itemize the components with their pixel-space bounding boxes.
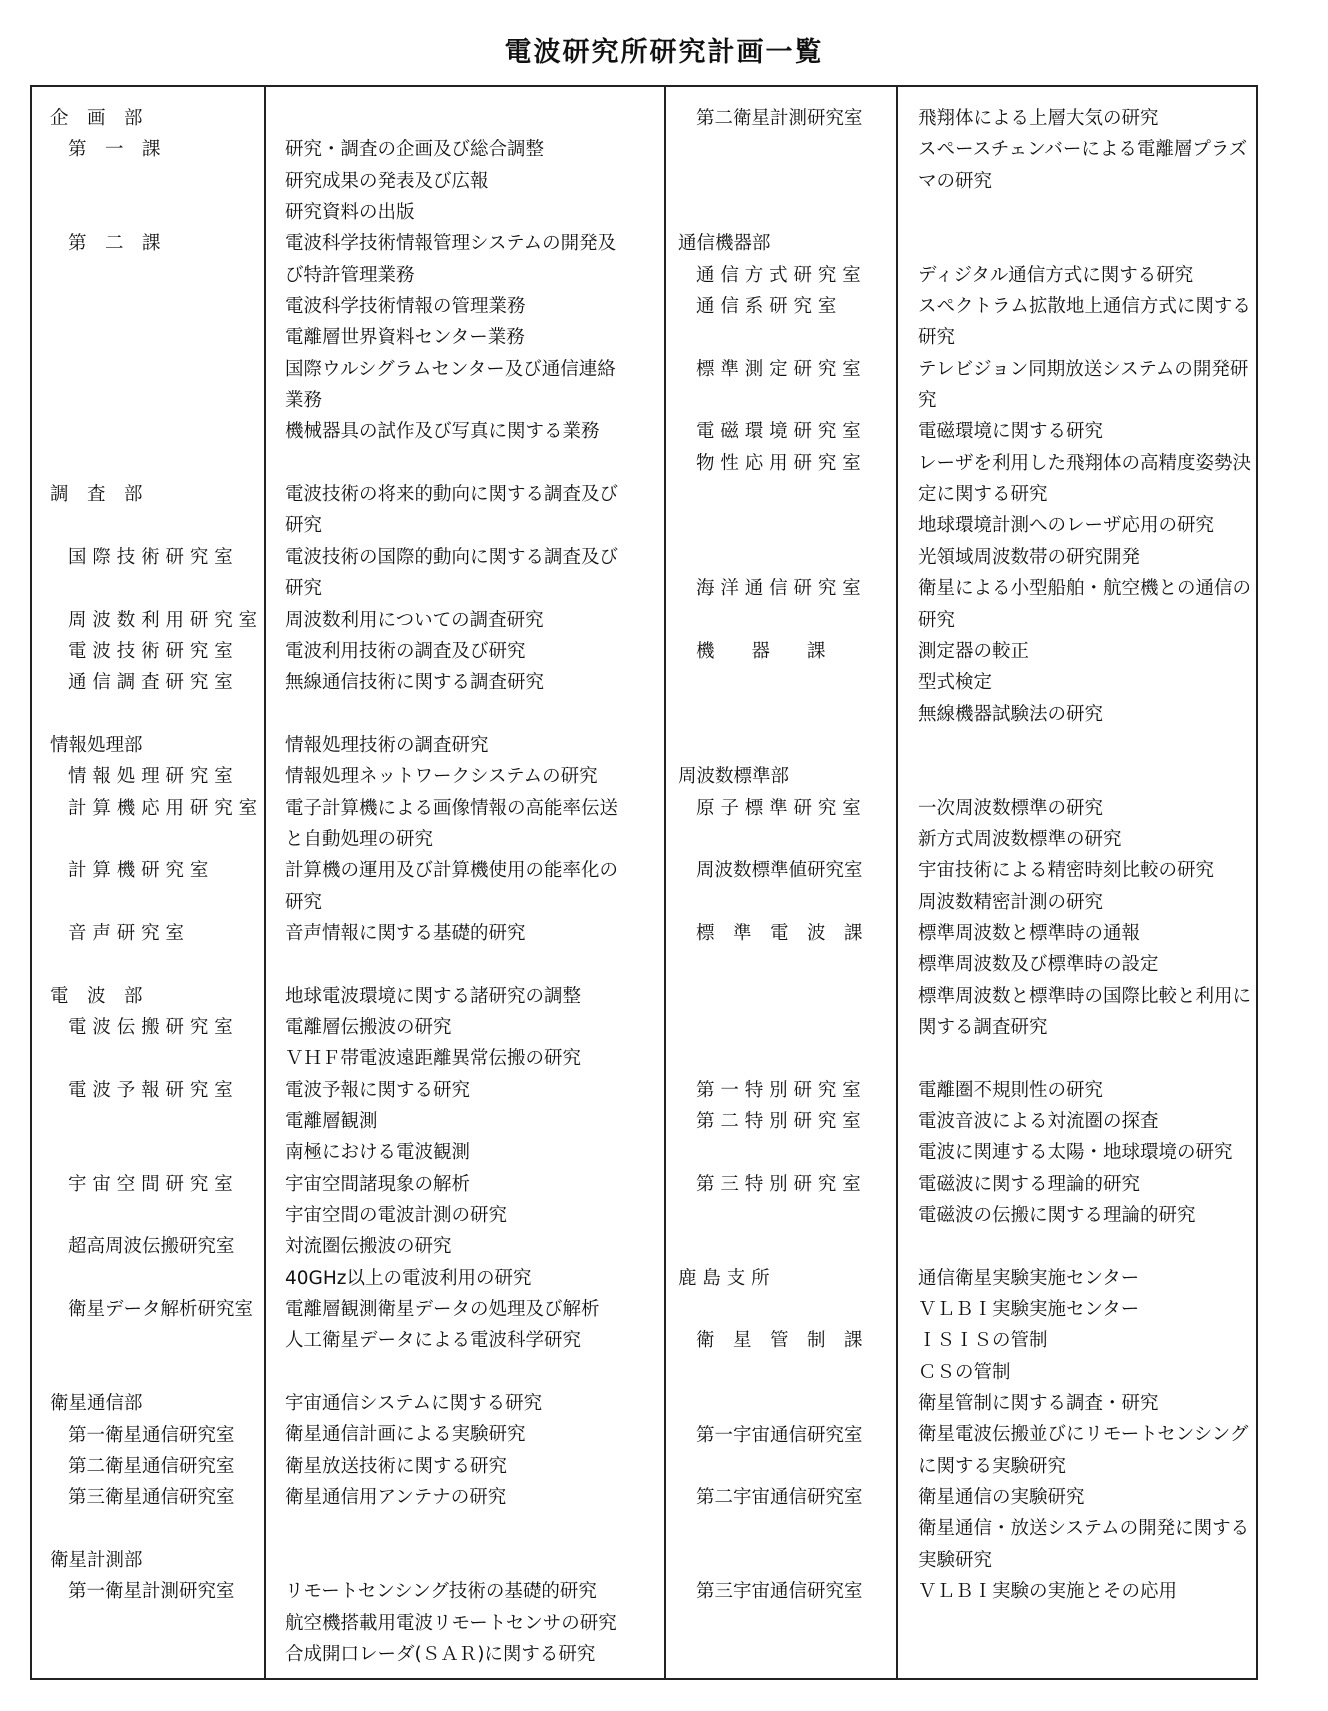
unit-name: 情 報 処 理 研 究 室 bbox=[68, 766, 233, 788]
topic-line: 音声情報に関する基礎的研究 bbox=[285, 922, 526, 944]
unit-name bbox=[50, 699, 260, 730]
unit-name bbox=[50, 448, 260, 479]
unit-name: 衛星通信部 bbox=[50, 1393, 143, 1415]
unit-name bbox=[50, 949, 260, 980]
topic-line bbox=[918, 730, 1253, 761]
topic-line: 研究資料の出版 bbox=[285, 202, 415, 224]
topic-line bbox=[285, 1545, 665, 1576]
topic-line: 周波数利用についての調査研究 bbox=[285, 609, 544, 631]
topic-line: 電波技術の国際的動向に関する調査及び bbox=[285, 546, 619, 568]
topic-line: 無線通信技術に関する調査研究 bbox=[285, 672, 545, 694]
topic-line: 標準周波数及び標準時の設定 bbox=[918, 954, 1159, 976]
unit-name bbox=[678, 1043, 888, 1074]
unit-name bbox=[678, 197, 888, 228]
unit-name: 第二衛星通信研究室 bbox=[68, 1455, 235, 1477]
topic-line: 衛星放送技術に関する研究 bbox=[285, 1455, 508, 1477]
unit-name: 第三宇宙通信研究室 bbox=[696, 1581, 863, 1603]
topic-line: 標準周波数と標準時の通報 bbox=[918, 922, 1141, 944]
topic-line: 研究成果の発表及び広報 bbox=[285, 170, 489, 192]
topic-line: 電磁波に関する理論的研究 bbox=[918, 1173, 1141, 1195]
topic-line: スペースチェンバーによる電離層プラズ bbox=[918, 139, 1248, 161]
topic-line: 電離層伝搬波の研究 bbox=[285, 1016, 452, 1038]
unit-name: 物 性 応 用 研 究 室 bbox=[696, 452, 861, 474]
topic-line: 電波に関連する太陽・地球環境の研究 bbox=[918, 1142, 1233, 1164]
unit-name: 周 波 数 利 用 研 究 室 bbox=[68, 609, 258, 631]
topic-line: テレビジョン同期放送システムの開発研 bbox=[918, 358, 1249, 380]
unit-name: 通 信 調 査 研 究 室 bbox=[68, 672, 233, 694]
unit-name: 第二衛星計測研究室 bbox=[696, 108, 863, 129]
unit-name: 周波数標準部 bbox=[678, 766, 790, 788]
topic-line: 無線機器試験法の研究 bbox=[918, 703, 1104, 725]
topic-line bbox=[285, 699, 665, 730]
unit-name: 調 査 部 bbox=[50, 484, 143, 506]
topic-line: ＶＬＢＩ実験の実施とその応用 bbox=[918, 1581, 1178, 1603]
topic-line bbox=[285, 448, 665, 479]
topic-line: 新方式周波数標準の研究 bbox=[918, 828, 1122, 850]
topic-line: 衛星通信の実験研究 bbox=[918, 1487, 1085, 1509]
topic-line: 衛星通信用アンテナの研究 bbox=[285, 1487, 507, 1509]
topic-line: 情報処理技術の調査研究 bbox=[285, 734, 489, 756]
topic-line: 衛星管制に関する調査・研究 bbox=[918, 1393, 1159, 1415]
topic-line: ＶＬＢＩ実験実施センター bbox=[918, 1299, 1140, 1321]
unit-name: 第 一 課 bbox=[68, 139, 161, 161]
topic-line: 合成開口レーダ(ＳＡＲ)に関する研究 bbox=[285, 1643, 596, 1665]
topic-line: ＶＨＦ帯電波遠距離異常伝搬の研究 bbox=[285, 1048, 582, 1070]
unit-name: 電 波 予 報 研 究 室 bbox=[68, 1079, 233, 1101]
column-divider bbox=[896, 85, 898, 1680]
unit-name: 通信機器部 bbox=[678, 233, 771, 255]
unit-name: 原 子 標 準 研 究 室 bbox=[696, 797, 861, 819]
topic-line bbox=[285, 103, 665, 134]
topic-line: 電波予報に関する研究 bbox=[285, 1079, 471, 1101]
unit-name: 通 信 系 研 究 室 bbox=[696, 296, 837, 318]
topic-line: 業務 bbox=[285, 390, 323, 412]
topic-line bbox=[285, 949, 665, 980]
topic-line: 測定器の較正 bbox=[918, 640, 1030, 662]
topic-line: 電磁波の伝搬に関する理論的研究 bbox=[918, 1205, 1196, 1227]
topic-line: 研究 bbox=[285, 578, 323, 600]
unit-name: 電 波 伝 搬 研 究 室 bbox=[68, 1017, 233, 1039]
topic-line: スペクトラム拡散地上通信方式に関する bbox=[918, 296, 1251, 318]
topic-line: 宇宙通信システムに関する研究 bbox=[285, 1393, 543, 1415]
unit-name: 周波数標準値研究室 bbox=[696, 860, 863, 882]
unit-name: 電 波 部 bbox=[50, 985, 143, 1007]
unit-name: 機 器 課 bbox=[696, 640, 826, 662]
topic-line: 光領域周波数帯の研究開発 bbox=[918, 546, 1141, 568]
topic-line: 飛翔体による上層大気の研究 bbox=[918, 108, 1159, 129]
topic-line: ディジタル通信方式に関する研究 bbox=[918, 264, 1194, 286]
topic-line: 電離層観測 bbox=[285, 1111, 378, 1132]
topic-line: 電磁環境に関する研究 bbox=[918, 421, 1104, 443]
unit-name: 情報処理部 bbox=[50, 734, 143, 756]
topic-line: 標準周波数と標準時の国際比較と利用に bbox=[918, 985, 1252, 1007]
topic-line bbox=[918, 761, 1253, 792]
topic-line bbox=[285, 1513, 665, 1544]
left-topic-column bbox=[285, 103, 665, 1670]
unit-name: 企 画 部 bbox=[50, 108, 143, 129]
unit-name: 計 算 機 応 用 研 究 室 bbox=[68, 797, 258, 819]
topic-line: 通信衛星実験実施センター bbox=[918, 1267, 1140, 1289]
topic-line bbox=[918, 197, 1253, 228]
topic-line: 研究 bbox=[285, 891, 323, 913]
topic-line: 衛星電波伝搬並びにリモートセンシング bbox=[918, 1424, 1249, 1446]
topic-line: 電離圏不規則性の研究 bbox=[918, 1079, 1104, 1101]
topic-line bbox=[918, 1231, 1253, 1262]
topic-line bbox=[918, 1043, 1253, 1074]
topic-line: 電子計算機による画像情報の高能率伝送 bbox=[285, 797, 619, 819]
unit-name: 通 信 方 式 研 究 室 bbox=[696, 264, 861, 286]
topic-line: 電離層観測衛星データの処理及び解析 bbox=[285, 1299, 600, 1321]
topic-line: 南極における電波観測 bbox=[285, 1142, 471, 1164]
topic-line: レーザを利用した飛翔体の高精度姿勢決 bbox=[918, 452, 1252, 474]
unit-name: 衛星データ解析研究室 bbox=[68, 1299, 254, 1321]
topic-line: 研究 bbox=[285, 515, 323, 537]
topic-line: ＣＳの管制 bbox=[918, 1361, 1011, 1383]
unit-name: 第二宇宙通信研究室 bbox=[696, 1487, 863, 1509]
topic-line: 国際ウルシグラムセンター及び通信連絡 bbox=[285, 358, 616, 380]
topic-line: 機械器具の試作及び写真に関する業務 bbox=[285, 421, 600, 443]
unit-name: 海 洋 通 信 研 究 室 bbox=[696, 578, 861, 600]
unit-name: 超高周波伝搬研究室 bbox=[68, 1236, 235, 1258]
unit-name: 標 準 電 波 課 bbox=[696, 922, 863, 944]
unit-name: 第一宇宙通信研究室 bbox=[696, 1424, 863, 1446]
unit-name: 標 準 測 定 研 究 室 bbox=[696, 358, 861, 380]
topic-line: 宇宙技術による精密時刻比較の研究 bbox=[918, 860, 1215, 882]
topic-line: 実験研究 bbox=[918, 1549, 993, 1571]
unit-name: 第 二 課 bbox=[68, 233, 161, 255]
page-title: 電波研究所研究計画一覧 bbox=[504, 37, 824, 68]
unit-name bbox=[50, 1514, 260, 1545]
topic-line: び特許管理業務 bbox=[285, 264, 415, 286]
left-unit-column bbox=[50, 103, 260, 1670]
topic-line: ＩＳＩＳの管制 bbox=[918, 1330, 1048, 1352]
unit-name: 鹿 島 支 所 bbox=[678, 1267, 770, 1289]
right-topic-column bbox=[918, 103, 1253, 1608]
topic-line: 地球環境計測へのレーザ応用の研究 bbox=[918, 515, 1215, 537]
topic-line: 人工衛星データによる電波科学研究 bbox=[285, 1330, 582, 1352]
unit-name: 第 三 特 別 研 究 室 bbox=[696, 1173, 861, 1195]
topic-line: 一次周波数標準の研究 bbox=[918, 797, 1104, 819]
topic-line: 航空機搭載用電波リモートセンサの研究 bbox=[285, 1612, 617, 1634]
unit-name bbox=[678, 1231, 888, 1262]
topic-line bbox=[918, 228, 1253, 259]
topic-line: 電波科学技術情報の管理業務 bbox=[285, 296, 526, 318]
topic-line: 電波音波による対流圏の探査 bbox=[918, 1111, 1159, 1132]
unit-name: 第一衛星計測研究室 bbox=[68, 1581, 235, 1603]
unit-name: 電 波 技 術 研 究 室 bbox=[68, 640, 233, 662]
unit-name bbox=[50, 1357, 260, 1388]
unit-name: 第三衛星通信研究室 bbox=[68, 1487, 235, 1509]
topic-line: 衛星による小型船舶・航空機との通信の bbox=[918, 578, 1252, 600]
unit-name: 第 二 特 別 研 究 室 bbox=[696, 1111, 861, 1133]
topic-line: 情報処理ネットワークシステムの研究 bbox=[285, 766, 598, 788]
right-unit-column bbox=[678, 103, 888, 1608]
topic-line: と自動処理の研究 bbox=[285, 828, 434, 850]
topic-line: 周波数精密計測の研究 bbox=[918, 891, 1104, 913]
unit-name: 衛 星 管 制 課 bbox=[696, 1330, 863, 1352]
topic-line: 電波科学技術情報管理システムの開発及 bbox=[285, 233, 617, 255]
topic-line: 衛星通信・放送システムの開発に関する bbox=[918, 1518, 1250, 1540]
topic-line: 関する調査研究 bbox=[918, 1016, 1048, 1038]
topic-line: 電離層世界資料センター業務 bbox=[285, 327, 525, 349]
topic-line: 究 bbox=[918, 390, 937, 412]
unit-name: 宇 宙 空 間 研 究 室 bbox=[68, 1173, 233, 1195]
topic-line: 地球電波環境に関する諸研究の調整 bbox=[285, 985, 582, 1007]
topic-line: 衛星通信計画による実験研究 bbox=[285, 1424, 526, 1446]
topic-line bbox=[285, 1357, 665, 1388]
topic-line: 宇宙空間の電波計測の研究 bbox=[285, 1205, 508, 1227]
unit-name: 電 磁 環 境 研 究 室 bbox=[696, 421, 861, 443]
unit-name: 国 際 技 術 研 究 室 bbox=[68, 546, 233, 568]
unit-name: 第一衛星通信研究室 bbox=[68, 1424, 235, 1446]
unit-name: 衛星計測部 bbox=[50, 1549, 143, 1571]
topic-line: 研究 bbox=[918, 609, 956, 631]
unit-name: 計 算 機 研 究 室 bbox=[68, 860, 209, 882]
topic-line: 宇宙空間諸現象の解析 bbox=[285, 1173, 471, 1195]
topic-line: リモートセンシング技術の基礎的研究 bbox=[285, 1581, 597, 1603]
unit-name bbox=[678, 730, 888, 761]
unit-name: 第 一 特 別 研 究 室 bbox=[696, 1079, 861, 1101]
topic-line: 40GHz以上の電波利用の研究 bbox=[285, 1267, 532, 1289]
unit-name: 音 声 研 究 室 bbox=[68, 922, 185, 944]
topic-line: 電波技術の将来的動向に関する調査及び bbox=[285, 484, 619, 506]
topic-line: 電波利用技術の調査及び研究 bbox=[285, 640, 526, 662]
topic-line: マの研究 bbox=[918, 170, 993, 192]
topic-line: に関する実験研究 bbox=[918, 1455, 1067, 1477]
topic-line: 計算機の運用及び計算機使用の能率化の bbox=[285, 860, 619, 882]
topic-line: 研究 bbox=[918, 327, 956, 349]
topic-line: 対流圏伝搬波の研究 bbox=[285, 1236, 452, 1258]
topic-line: 定に関する研究 bbox=[918, 484, 1048, 506]
topic-line: 研究・調査の企画及び総合調整 bbox=[285, 139, 545, 161]
column-divider bbox=[264, 85, 266, 1680]
topic-line: 型式検定 bbox=[918, 672, 993, 694]
